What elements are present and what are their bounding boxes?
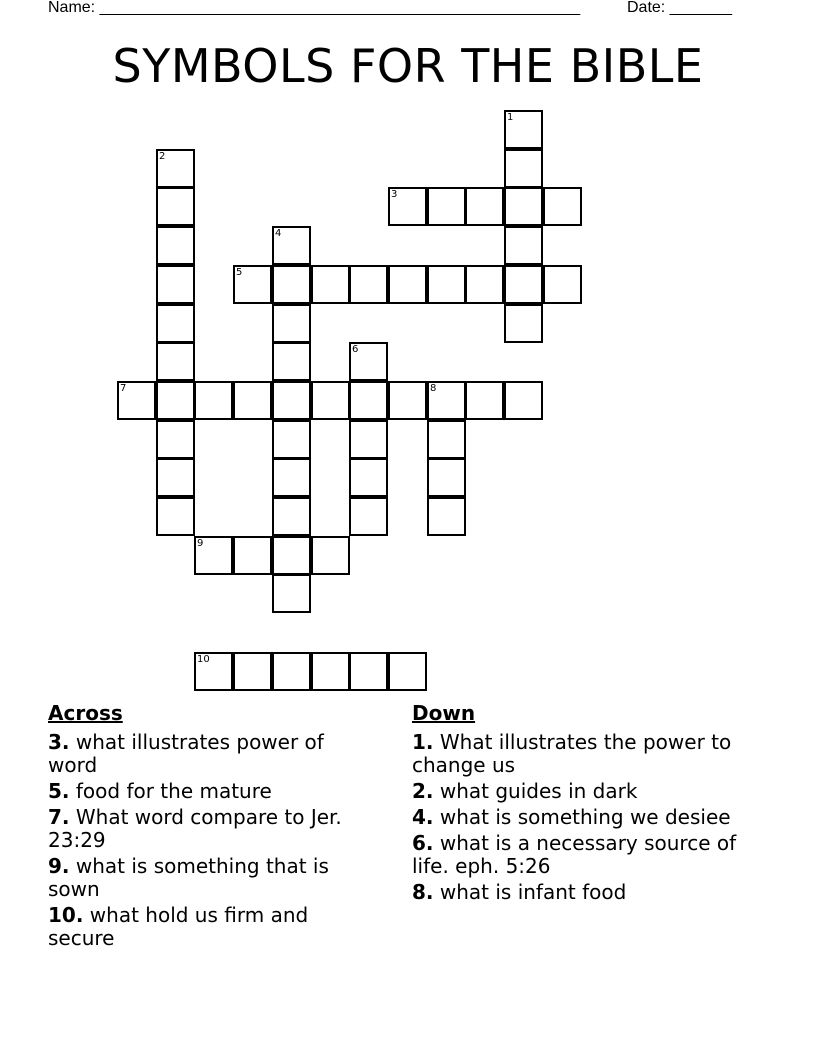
crossword-cell[interactable] [427,381,466,420]
crossword-cell[interactable] [156,381,195,420]
crossword-cell[interactable] [311,536,350,575]
crossword-cell[interactable] [427,497,466,536]
across-clues [48,702,378,953]
across-clue [48,806,378,852]
crossword-cell[interactable] [311,265,350,304]
clue-text: what guides in dark [439,779,638,803]
clue-number: 7. [48,805,70,829]
crossword-cell[interactable] [272,652,311,691]
crossword-cell[interactable] [388,381,427,420]
clue-number-label: 3 [391,189,398,200]
crossword-cell[interactable] [465,265,504,304]
crossword-cell[interactable] [156,226,195,265]
down-clue [412,832,757,878]
crossword-cell[interactable] [349,342,388,381]
clue-number-label: 6 [352,344,359,355]
crossword-cell[interactable] [233,265,272,304]
clue-number-label: 1 [507,112,514,123]
across-clue [48,731,378,777]
crossword-cell[interactable] [272,304,311,343]
across-clue [48,904,378,950]
crossword-cell[interactable] [504,304,543,343]
clue-number-label: 2 [159,151,166,162]
clue-number-label: 7 [120,383,127,394]
crossword-cell[interactable] [388,652,427,691]
clue-text: what is something that is sown [48,854,329,901]
clue-number-label: 5 [236,267,243,278]
date-field[interactable]: Date: _______ [627,0,732,16]
crossword-cell[interactable] [117,381,156,420]
clue-number-label: 4 [275,228,282,239]
clue-text: food for the mature [75,779,272,803]
crossword-cell[interactable] [504,110,543,149]
down-clue [412,881,757,904]
across-heading: Across [48,701,123,725]
crossword-cell[interactable] [349,458,388,497]
crossword-cell[interactable] [272,458,311,497]
clue-text: What word compare to Jer. 23:29 [48,805,342,852]
crossword-cell[interactable] [427,420,466,459]
clue-text: what is a necessary source of life. eph. 5:26 [412,831,737,878]
clue-text: what is something we desiee [439,805,731,829]
crossword-cell[interactable] [388,187,427,226]
crossword-cell[interactable] [311,381,350,420]
crossword-cell[interactable] [465,381,504,420]
crossword-cell[interactable] [504,226,543,265]
clue-text: what is infant food [439,880,627,904]
crossword-cell[interactable] [504,149,543,188]
clue-number: 9. [48,854,70,878]
crossword-cell[interactable] [427,187,466,226]
name-field[interactable]: Name: ______________________________________________________ [48,0,581,16]
crossword-cell[interactable] [427,458,466,497]
crossword-cell[interactable] [272,536,311,575]
crossword-cell[interactable] [233,381,272,420]
crossword-cell[interactable] [504,265,543,304]
crossword-cell[interactable] [156,420,195,459]
crossword-cell[interactable] [272,381,311,420]
clue-number: 6. [412,831,434,855]
crossword-cell[interactable] [311,652,350,691]
clue-number: 2. [412,779,434,803]
crossword-cell[interactable] [156,304,195,343]
down-clue [412,806,757,829]
clue-number: 1. [412,730,434,754]
crossword-cell[interactable] [156,458,195,497]
crossword-cell[interactable] [349,497,388,536]
crossword-cell[interactable] [543,265,582,304]
crossword-cell[interactable] [349,381,388,420]
crossword-cell[interactable] [427,265,466,304]
crossword-cell[interactable] [465,187,504,226]
clue-number-label: 10 [197,654,210,665]
crossword-cell[interactable] [543,187,582,226]
clue-number: 4. [412,805,434,829]
clue-text: what hold us firm and secure [48,903,309,950]
crossword-cell[interactable] [504,381,543,420]
crossword-cell[interactable] [272,226,311,265]
clue-number-label: 9 [197,538,204,549]
clue-number: 10. [48,903,84,927]
clue-text: what illustrates power of word [48,730,324,777]
crossword-cell[interactable] [349,265,388,304]
crossword-cell[interactable] [272,420,311,459]
crossword-cell[interactable] [194,652,233,691]
clue-number: 8. [412,880,434,904]
crossword-cell[interactable] [156,149,195,188]
across-clue [48,855,378,901]
down-clue [412,780,757,803]
crossword-cell[interactable] [349,420,388,459]
crossword-cell[interactable] [272,265,311,304]
clue-number: 5. [48,779,70,803]
down-clues [412,702,757,907]
crossword-cell[interactable] [388,265,427,304]
down-clue [412,731,757,777]
clue-number-label: 8 [430,383,437,394]
crossword-cell[interactable] [504,187,543,226]
crossword-cell[interactable] [272,497,311,536]
crossword-cell[interactable] [233,652,272,691]
crossword-cell[interactable] [272,574,311,613]
crossword-cell[interactable] [194,381,233,420]
crossword-cell[interactable] [156,497,195,536]
page-title: SYMBOLS FOR THE BIBLE [112,39,704,93]
down-heading: Down [412,701,476,725]
clue-text: What illustrates the power to change us [412,730,732,777]
crossword-cell[interactable] [233,536,272,575]
across-clue [48,780,378,803]
crossword-cell[interactable] [156,342,195,381]
crossword-cell[interactable] [156,187,195,226]
crossword-cell[interactable] [194,536,233,575]
clue-number: 3. [48,730,70,754]
crossword-cell[interactable] [349,652,388,691]
crossword-cell[interactable] [156,265,195,304]
crossword-cell[interactable] [272,342,311,381]
